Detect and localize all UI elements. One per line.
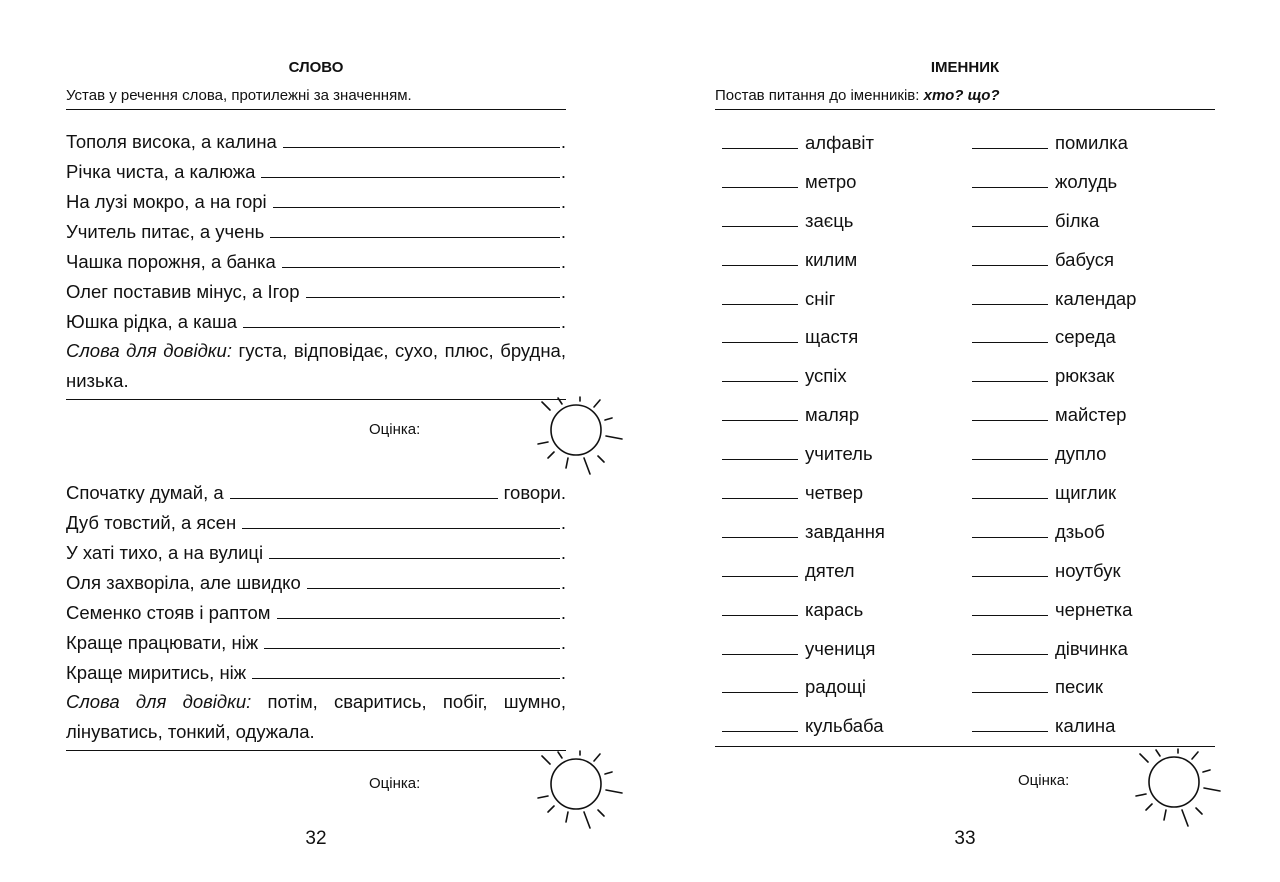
answer-blank[interactable]: [270, 216, 560, 238]
noun-word: щиглик: [1055, 482, 1117, 504]
noun-word: середа: [1055, 326, 1116, 348]
answer-blank[interactable]: [972, 634, 1048, 655]
noun-word: радощі: [805, 676, 866, 698]
sentence-row: [66, 537, 566, 567]
noun-word: жолудь: [1055, 170, 1118, 192]
sentence-tail: .: [560, 191, 566, 212]
noun-item: [715, 318, 965, 357]
noun-item: [965, 668, 1215, 707]
hint-text: густа, відповідає, сухо, плюс, брудна, низька.: [66, 340, 566, 391]
answer-blank[interactable]: [722, 595, 798, 616]
noun-item: [715, 202, 965, 241]
noun-item: [715, 124, 965, 163]
task-instruction: [715, 87, 1215, 110]
noun-item: [715, 435, 965, 474]
answer-blank[interactable]: [972, 517, 1048, 538]
noun-word: карась: [805, 598, 864, 620]
answer-blank[interactable]: [269, 537, 560, 559]
noun-item: [715, 630, 965, 669]
noun-item: [965, 552, 1215, 591]
page-left: [66, 0, 566, 882]
answer-blank[interactable]: [242, 507, 560, 529]
answer-blank[interactable]: [722, 322, 798, 343]
sentence-text: Чашка порожня, а банка: [66, 251, 276, 272]
sentence-tail: .: [560, 542, 566, 563]
noun-item: [715, 241, 965, 280]
noun-word: дятел: [805, 559, 855, 581]
answer-blank[interactable]: [972, 711, 1048, 732]
noun-item: [965, 591, 1215, 630]
grade-label: Оцінка:: [369, 775, 421, 792]
noun-word: майстер: [1055, 404, 1127, 426]
grade-label: Оцінка:: [1018, 772, 1070, 789]
answer-blank[interactable]: [722, 478, 798, 499]
noun-item: [715, 513, 965, 552]
sentence-text: Краще миритись, ніж: [66, 662, 247, 683]
noun-item: [965, 318, 1215, 357]
answer-blank[interactable]: [722, 284, 798, 305]
hint-text: потім, сваритись, побіг, шумно, лінуватись, тонкий, одужала.: [66, 691, 566, 742]
exercise-block-2: [66, 477, 566, 751]
sun-icon: [532, 750, 628, 830]
noun-word: килим: [805, 248, 858, 270]
noun-item: [965, 707, 1215, 746]
noun-word: ноутбук: [1055, 559, 1121, 581]
hint-label: Слова для довідки:: [66, 340, 232, 361]
sentence-row: [66, 186, 566, 216]
answer-blank[interactable]: [243, 306, 560, 328]
sentence-tail: .: [560, 311, 566, 332]
noun-item: [715, 668, 965, 707]
sentence-row: [66, 246, 566, 276]
noun-word: помилка: [1055, 132, 1128, 153]
sentence-row: [66, 477, 566, 507]
noun-item: [715, 357, 965, 396]
sentence-row: [66, 126, 566, 156]
noun-item: [965, 202, 1215, 241]
sentence-tail: .: [560, 221, 566, 242]
answer-blank[interactable]: [722, 245, 798, 266]
answer-blank[interactable]: [261, 156, 559, 178]
page-number: 33: [954, 828, 976, 849]
sentence-text: Олег поставив мінус, а Ігор: [66, 281, 300, 302]
sentence-text: Річка чиста, а калюжа: [66, 161, 256, 182]
answer-blank[interactable]: [307, 567, 560, 589]
sentence-text: На лузі мокро, а на горі: [66, 191, 267, 212]
answer-blank[interactable]: [722, 711, 798, 732]
sentence-tail: .: [560, 632, 566, 653]
noun-word: календар: [1055, 287, 1137, 309]
instruction-question: хто? що?: [923, 87, 1000, 104]
noun-word: заєць: [805, 209, 854, 231]
sentence-text: Семенко стояв і раптом: [66, 602, 271, 623]
sentence-tail: .: [560, 131, 566, 152]
noun-word: алфавіт: [805, 132, 875, 153]
page-title: СЛОВО: [288, 59, 344, 76]
sentence-tail: .: [560, 251, 566, 272]
noun-item: [965, 396, 1215, 435]
answer-blank[interactable]: [972, 595, 1048, 616]
answer-blank[interactable]: [282, 246, 560, 268]
noun-word: успіх: [805, 365, 847, 387]
noun-item: [965, 630, 1215, 669]
noun-word: чернетка: [1055, 598, 1133, 620]
answer-blank[interactable]: [972, 439, 1048, 460]
answer-blank[interactable]: [722, 517, 798, 538]
noun-item: [965, 163, 1215, 202]
noun-word: метро: [805, 170, 857, 192]
answer-blank[interactable]: [722, 128, 798, 149]
noun-word: маляр: [805, 404, 860, 426]
exercise-block-1: [66, 126, 566, 400]
sentence-text: Спочатку думай, а: [66, 482, 224, 503]
divider: [715, 746, 1215, 747]
task-instruction: Устав у речення слова, протилежні за значенням.: [66, 87, 566, 110]
sentence-row: [66, 507, 566, 537]
noun-item: [965, 513, 1215, 552]
hint-words: [66, 336, 566, 400]
noun-word: песик: [1055, 676, 1103, 698]
hint-words: [66, 687, 566, 751]
noun-word: завдання: [805, 520, 885, 542]
noun-item: [965, 241, 1215, 280]
noun-word: щастя: [805, 326, 859, 348]
sentence-tail: .: [560, 281, 566, 302]
instruction-text: Постав питання до іменників:: [715, 87, 924, 104]
answer-blank[interactable]: [722, 400, 798, 421]
noun-word: білка: [1055, 209, 1100, 231]
sentence-text: Учитель питає, а учень: [66, 221, 265, 242]
sun-icon: [1130, 748, 1226, 828]
sentence-row: [66, 156, 566, 186]
sentence-text: Дуб товстий, а ясен: [66, 512, 237, 533]
answer-blank[interactable]: [972, 128, 1048, 149]
noun-word: бабуся: [1055, 248, 1114, 270]
answer-blank[interactable]: [722, 361, 798, 382]
noun-word: четвер: [805, 482, 863, 504]
sentence-tail: .: [560, 161, 566, 182]
answer-blank[interactable]: [972, 361, 1048, 382]
noun-word: кульбаба: [805, 715, 884, 737]
noun-word: рюкзак: [1055, 365, 1115, 387]
noun-word: дзьоб: [1055, 520, 1105, 542]
noun-item: [715, 707, 965, 746]
noun-item: [715, 474, 965, 513]
answer-blank[interactable]: [722, 672, 798, 693]
noun-item: [715, 163, 965, 202]
noun-item: [965, 124, 1215, 163]
noun-list: [715, 124, 1215, 746]
noun-item: [715, 396, 965, 435]
sentence-tail: .: [560, 662, 566, 683]
answer-blank[interactable]: [722, 167, 798, 188]
noun-word: дупло: [1055, 443, 1107, 465]
sentence-row: [66, 657, 566, 687]
sentence-row: [66, 306, 566, 336]
hint-label: Слова для довідки:: [66, 691, 252, 712]
answer-blank[interactable]: [722, 439, 798, 460]
sentence-text: У хаті тихо, а на вулиці: [66, 542, 264, 563]
noun-word: дівчинка: [1055, 637, 1128, 659]
noun-item: [715, 552, 965, 591]
noun-item: [965, 357, 1215, 396]
sentence-tail: говори.: [498, 482, 566, 503]
answer-blank[interactable]: [972, 400, 1048, 421]
noun-item: [715, 280, 965, 319]
noun-word: учитель: [805, 443, 873, 465]
sentence-row: [66, 276, 566, 306]
answer-blank[interactable]: [722, 206, 798, 227]
answer-blank[interactable]: [283, 126, 560, 148]
answer-blank[interactable]: [972, 322, 1048, 343]
sentence-row: [66, 627, 566, 657]
answer-blank[interactable]: [306, 276, 560, 298]
grade-label: Оцінка:: [369, 421, 421, 438]
answer-blank[interactable]: [972, 245, 1048, 266]
answer-blank[interactable]: [722, 556, 798, 577]
page-number: 32: [305, 828, 327, 849]
sentence-tail: .: [560, 512, 566, 533]
answer-blank[interactable]: [722, 634, 798, 655]
sentence-row: [66, 216, 566, 246]
sentence-row: [66, 597, 566, 627]
sentence-text: Тополя висока, а калина: [66, 131, 277, 152]
answer-blank[interactable]: [273, 186, 560, 208]
sentence-text: Юшка рідка, а каша: [66, 311, 238, 332]
noun-word: учениця: [805, 637, 876, 659]
noun-item: [965, 435, 1215, 474]
answer-blank[interactable]: [264, 627, 560, 649]
answer-blank[interactable]: [972, 167, 1048, 188]
sentence-row: [66, 567, 566, 597]
page-title: ІМЕННИК: [930, 59, 1000, 76]
answer-blank[interactable]: [972, 206, 1048, 227]
answer-blank[interactable]: [972, 672, 1048, 693]
answer-blank[interactable]: [277, 597, 560, 619]
noun-item: [965, 280, 1215, 319]
noun-item: [715, 591, 965, 630]
answer-blank[interactable]: [972, 556, 1048, 577]
answer-blank[interactable]: [230, 477, 498, 499]
sentence-text: Оля захворіла, але швидко: [66, 572, 301, 593]
sun-icon: [532, 396, 628, 476]
noun-word: сніг: [805, 287, 836, 309]
page-right: [715, 0, 1215, 882]
noun-item: [965, 474, 1215, 513]
answer-blank[interactable]: [252, 657, 560, 679]
noun-word: калина: [1055, 715, 1116, 737]
sentence-tail: .: [560, 602, 566, 623]
sentence-text: Краще працювати, ніж: [66, 632, 259, 653]
answer-blank[interactable]: [972, 478, 1048, 499]
answer-blank[interactable]: [972, 284, 1048, 305]
sentence-tail: .: [560, 572, 566, 593]
